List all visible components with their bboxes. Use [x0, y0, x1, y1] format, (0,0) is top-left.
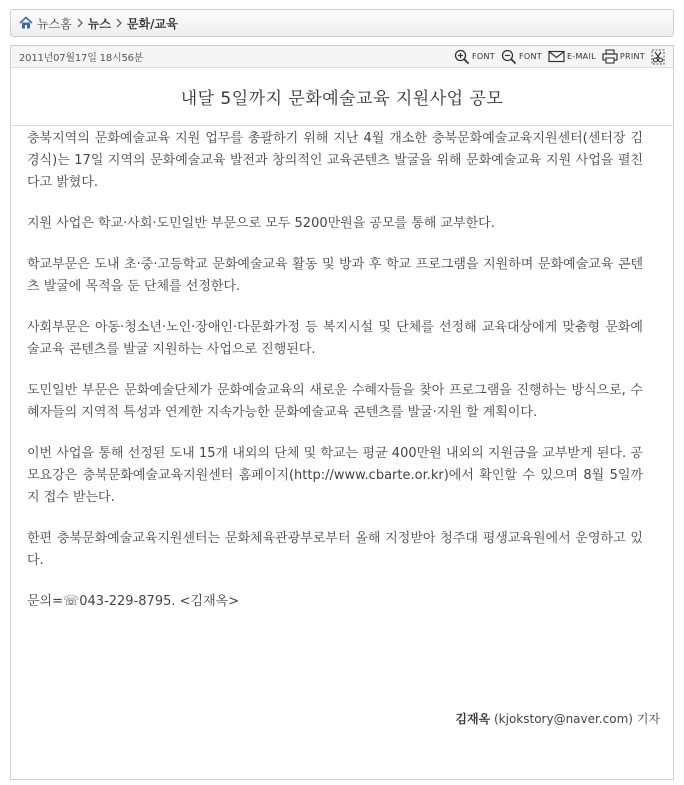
- envelope-icon: [548, 50, 565, 63]
- home-icon[interactable]: [19, 16, 33, 30]
- article-paragraph: 한편 충북문화예술교육지원센터는 문화체육관광부로부터 올해 지정받아 청주대 평생교육원에서 운영하고 있다.: [27, 531, 643, 568]
- breadcrumb-item-news[interactable]: 뉴스: [87, 16, 111, 31]
- font-increase-label: FONT: [471, 52, 495, 61]
- scissors-icon: [651, 49, 665, 65]
- chevron-right-icon: [76, 18, 84, 28]
- reporter-email[interactable]: (kjokstory@naver.com): [493, 712, 633, 726]
- article-paragraph: 지원 사업은 학교·사회·도민일반 부문으로 모두 5200만원을 공모를 통해 교부한다.: [27, 216, 495, 231]
- article-paragraph: 충북지역의 문화예술교육 지원 업무를 총괄하기 위해 지난 4월 개소한 충북문화예술교육지원센터(센터장 김경식)는 17일 지역의 문화예술교육 발전과 창의적인 교육콘텐츠 발굴을 위해 문화예술교육 지원 사업을 펼친다고 밝혔다.: [27, 131, 643, 190]
- breadcrumb-item-news-home[interactable]: 뉴스홈: [37, 16, 72, 31]
- chevron-right-icon: [115, 18, 123, 28]
- print-label: PRINT: [619, 52, 645, 61]
- article-date: 2011년07월17일 18시56분: [19, 53, 144, 64]
- print-button[interactable]: [602, 49, 645, 64]
- article-byline: [455, 710, 660, 727]
- reporter-role: 기자: [636, 712, 660, 726]
- email-label: E-MAIL: [566, 52, 596, 61]
- email-button[interactable]: [548, 50, 596, 63]
- scrap-button[interactable]: [651, 49, 665, 65]
- breadcrumb: [10, 9, 674, 37]
- article-title: 내달 5일까지 문화예술교육 지원사업 공모: [180, 89, 504, 109]
- reporter-name: 김재옥: [455, 712, 491, 726]
- article-paragraph: 문의=☏043-229-8795. <김재옥>: [27, 594, 240, 609]
- article-paragraph: 사회부문은 아동·청소년·노인·장애인·다문화가정 등 복지시설 및 단체를 선정해 교육대상에게 맞춤형 문화예술교육 콘텐츠를 발굴 지원하는 사업으로 진행된다.: [27, 320, 643, 357]
- font-increase-button[interactable]: [454, 49, 495, 65]
- zoom-in-icon: [454, 49, 470, 65]
- printer-icon: [602, 49, 618, 64]
- article-paragraph: 이번 사업을 통해 선정된 도내 15개 내외의 단체 및 학교는 평균 400만원 내외의 지원금을 교부받게 된다. 공모요강은 충북문화예술교육지원센터 홈페이지(http://www.cbarte.or.kr)에서 확인할 수 있으며 8월 5일까지 접수 받는다.: [27, 446, 643, 505]
- article-tools: [454, 49, 665, 65]
- article-meta-bar: [11, 46, 673, 68]
- article-title-area: [11, 68, 673, 126]
- breadcrumb-item-culture-education[interactable]: 문화/교육: [126, 16, 178, 31]
- article-body: [27, 128, 643, 632]
- font-decrease-label: FONT: [518, 52, 542, 61]
- article-paragraph: 도민일반 부문은 문화예술단체가 문화예술교육의 새로운 수혜자들을 찾아 프로그램을 진행하는 방식으로, 수혜자들의 지역적 특성과 연계한 지속가능한 문화예술교육 콘텐츠를 발굴·지원 할 계획이다.: [27, 383, 643, 420]
- article-paragraph: 학교부문은 도내 초·중·고등학교 문화예술교육 활동 및 방과 후 학교 프로그램을 지원하며 문화예술교육 콘텐츠 발굴에 목적을 둔 단체를 선정한다.: [27, 257, 643, 294]
- font-decrease-button[interactable]: [501, 49, 542, 65]
- zoom-out-icon: [501, 49, 517, 65]
